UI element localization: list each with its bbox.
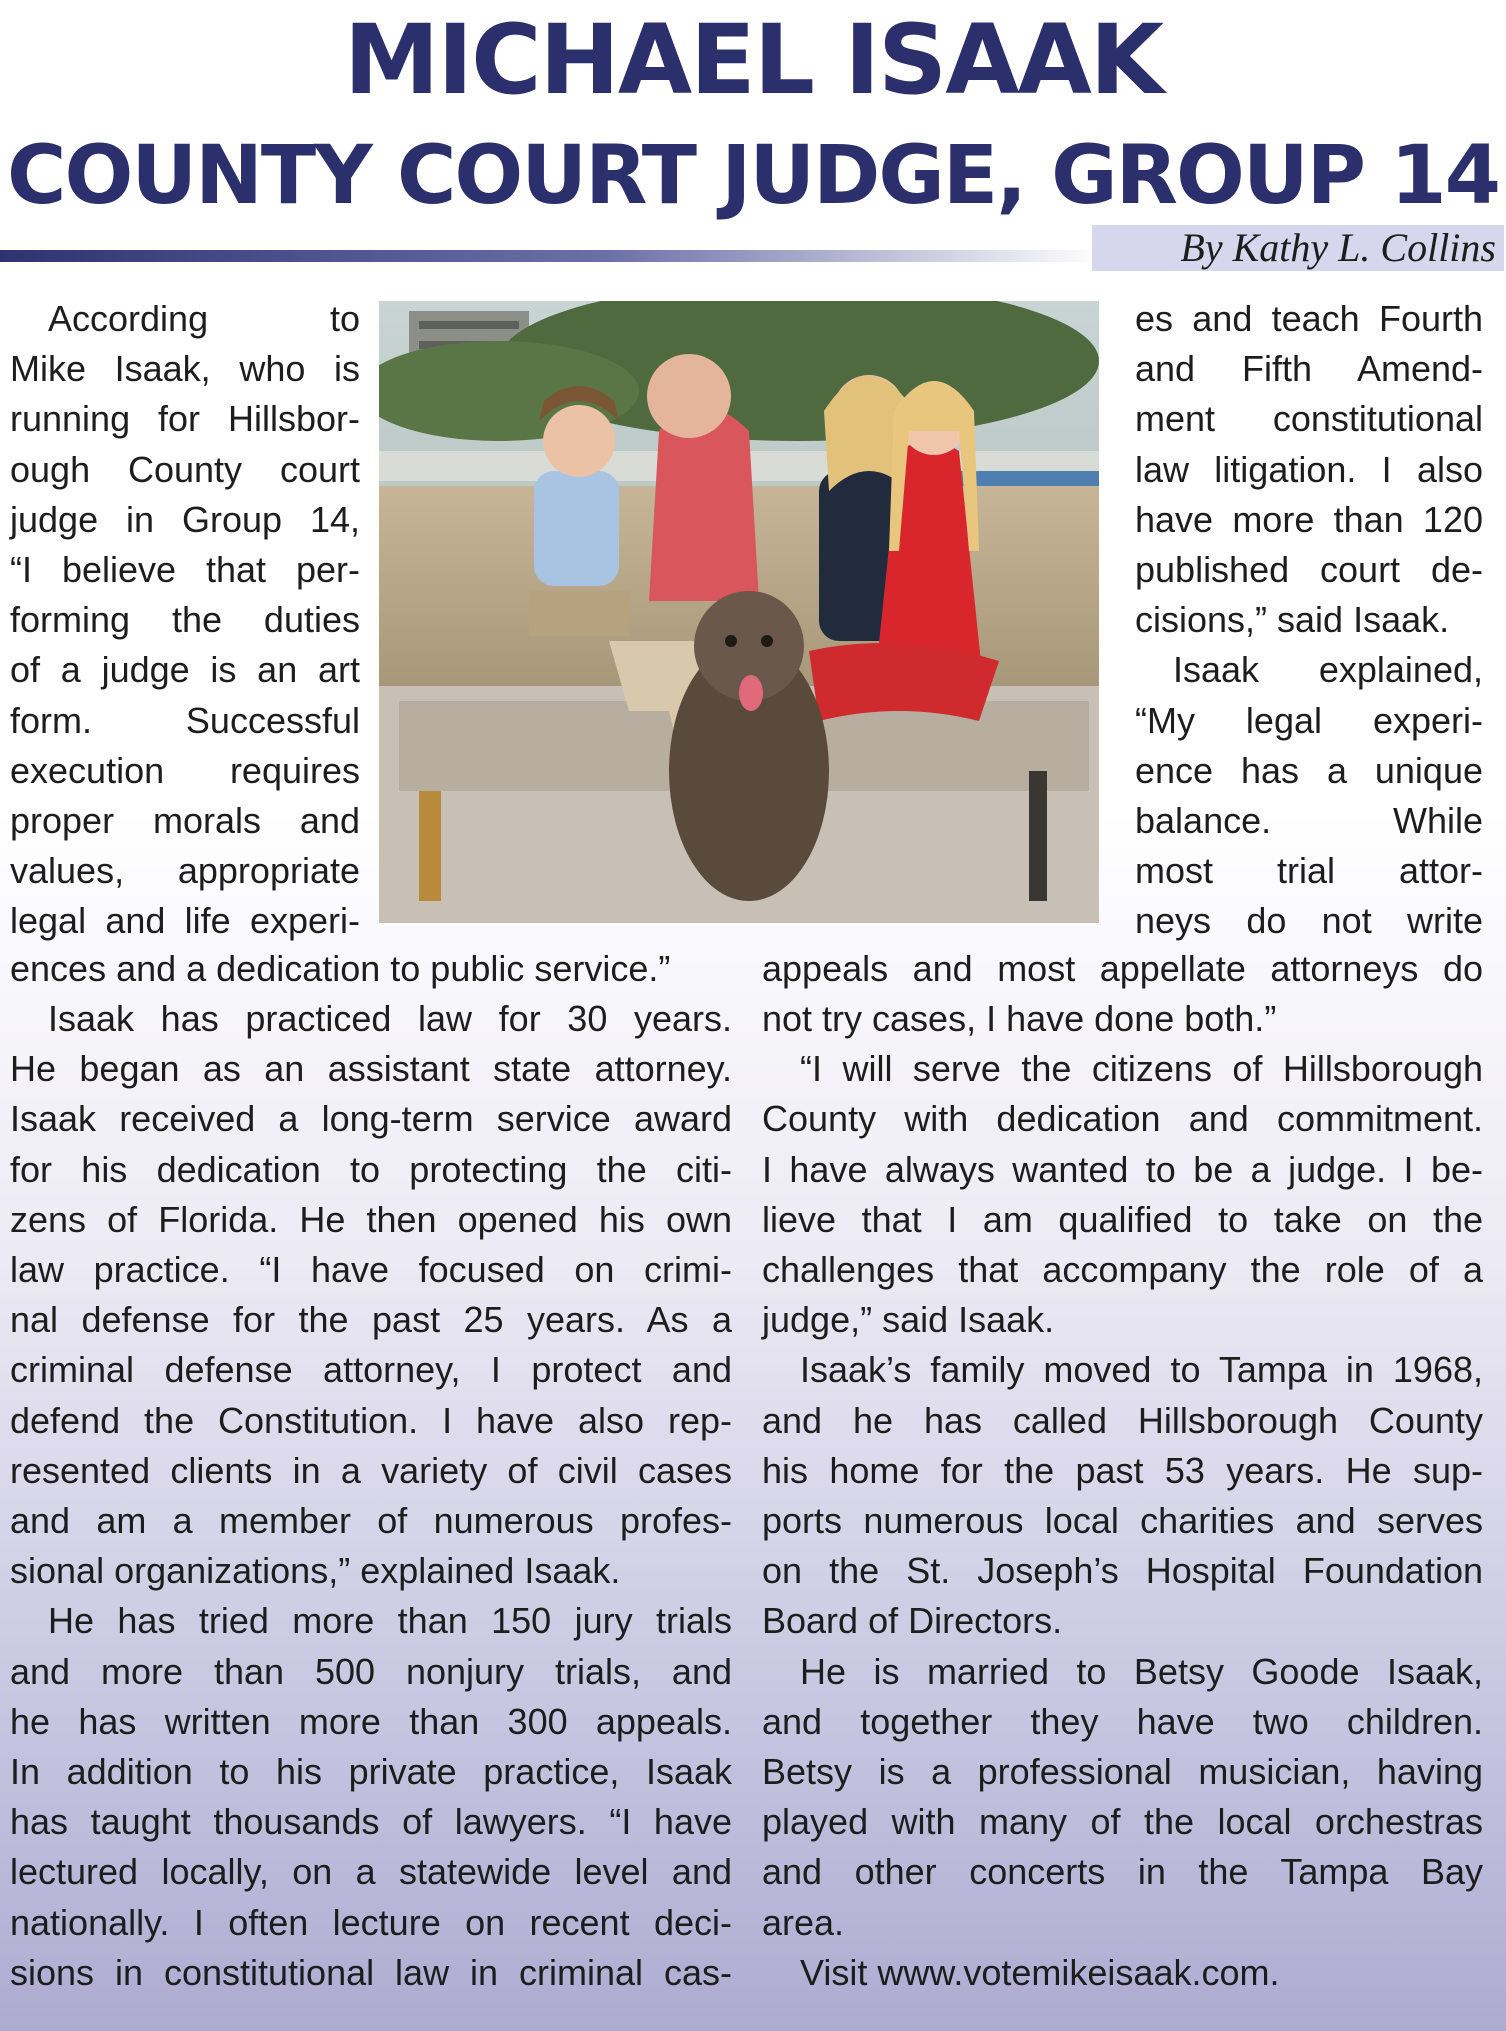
text-line: “I believe that per- bbox=[10, 549, 360, 591]
text-line: his home for the past 53 years. He sup- bbox=[762, 1449, 1483, 1491]
text-line: and other concerts in the Tampa Bay bbox=[762, 1851, 1483, 1893]
text-line: “I will serve the citizens of Hillsborough bbox=[800, 1048, 1483, 1090]
text-line: law litigation. I also bbox=[1135, 448, 1483, 490]
text-line: area. bbox=[762, 1901, 845, 1943]
text-line: ence has a unique bbox=[1135, 749, 1483, 791]
left-column bbox=[10, 994, 732, 1998]
text-line: Board of Directors. bbox=[762, 1600, 1063, 1642]
text-line: on the St. Joseph’s Hospital Foundation bbox=[762, 1550, 1483, 1592]
text-line: execution requires bbox=[10, 749, 360, 791]
text-line: and together they have two children. bbox=[762, 1700, 1483, 1742]
text-line: According to bbox=[48, 298, 360, 339]
text-line: criminal defense attorney, I protect and bbox=[10, 1349, 732, 1391]
text-line: He began as an assistant state attorney. bbox=[10, 1048, 732, 1090]
text-line: published court de- bbox=[1135, 549, 1483, 591]
text-line: He has tried more than 150 jury trials bbox=[48, 1600, 732, 1642]
text-line: ment constitutional bbox=[1135, 398, 1483, 440]
text-line: and he has called Hillsborough County bbox=[762, 1399, 1483, 1441]
text-line: judge in Group 14, bbox=[10, 498, 360, 540]
text-line: for his dedication to protecting the citi- bbox=[10, 1148, 732, 1190]
headline-name: MICHAEL ISAAK bbox=[343, 4, 1163, 116]
text-line: es and teach Fourth bbox=[1135, 298, 1483, 339]
text-line: not try cases, I have done both.” bbox=[762, 998, 1277, 1039]
text-line: lieve that I am qualified to take on the bbox=[762, 1198, 1483, 1240]
text-line: and more than 500 nonjury trials, and bbox=[10, 1650, 732, 1692]
left-column-top bbox=[10, 294, 360, 947]
text-line: Isaak explained, bbox=[1173, 649, 1483, 691]
text-line: he has written more than 300 appeals. bbox=[10, 1700, 732, 1742]
text-line: Isaak’s family moved to Tampa in 1968, bbox=[800, 1349, 1483, 1391]
text-line: County with dedication and commitment. bbox=[762, 1098, 1483, 1140]
text-line: balance. While bbox=[1135, 800, 1483, 842]
text-line: Mike Isaak, who is bbox=[10, 348, 360, 390]
text-line: nationally. I often lecture on recent deci- bbox=[10, 1901, 732, 1943]
text-line: sions in constitutional law in criminal cas- bbox=[10, 1951, 732, 1993]
text-line: forming the duties bbox=[10, 599, 360, 641]
text-line: have more than 120 bbox=[1135, 498, 1483, 540]
text-line: most trial attor- bbox=[1135, 850, 1483, 892]
text-line: law practice. “I have focused on crimi- bbox=[10, 1249, 732, 1291]
text-line: form. Successful bbox=[10, 699, 360, 741]
text-line: Isaak has practiced law for 30 years. bbox=[48, 998, 732, 1039]
text-line: ences and a dedication to public service.” bbox=[10, 948, 671, 989]
text-line: ports numerous local charities and serves bbox=[762, 1500, 1483, 1542]
text-line: He is married to Betsy Goode Isaak, bbox=[800, 1650, 1483, 1692]
text-line: legal and life experi- bbox=[10, 900, 360, 942]
family-photo bbox=[379, 301, 1099, 923]
text-line: cisions,” said Isaak. bbox=[1135, 599, 1450, 641]
text-line: I have always wanted to be a judge. I be- bbox=[762, 1148, 1483, 1190]
text-line: Isaak received a long-term service award bbox=[10, 1098, 732, 1140]
text-line: proper morals and bbox=[10, 800, 360, 842]
text-line: ough County court bbox=[10, 448, 360, 490]
text-line: lectured locally, on a statewide level and bbox=[10, 1851, 732, 1893]
website-line: Visit www.votemikeisaak.com. bbox=[800, 1951, 1280, 1993]
text-line: played with many of the local orchestras bbox=[762, 1801, 1483, 1843]
text-line: zens of Florida. He then opened his own bbox=[10, 1198, 732, 1240]
text-line: of a judge is an art bbox=[10, 649, 360, 691]
text-line: has taught thousands of lawyers. “I have bbox=[10, 1801, 732, 1843]
text-line: sional organizations,” explained Isaak. bbox=[10, 1550, 621, 1592]
headline-office: COUNTY COURT JUDGE, GROUP 14 bbox=[7, 129, 1499, 223]
right-column bbox=[762, 994, 1483, 1998]
right-column-top bbox=[1135, 294, 1483, 947]
text-line: running for Hillsbor- bbox=[10, 398, 360, 440]
text-line: resented clients in a variety of civil cases bbox=[10, 1449, 732, 1491]
text-line: nal defense for the past 25 years. As a bbox=[10, 1299, 732, 1341]
text-line: judge,” said Isaak. bbox=[762, 1299, 1055, 1341]
text-line: challenges that accompany the role of a bbox=[762, 1249, 1483, 1291]
text-line: neys do not write bbox=[1135, 900, 1483, 942]
text-line: and Fifth Amend- bbox=[1135, 348, 1483, 390]
text-line: “My legal experi- bbox=[1135, 699, 1483, 741]
text-line: Betsy is a professional musician, having bbox=[762, 1751, 1483, 1793]
byline: By Kathy L. Collins bbox=[1092, 225, 1504, 271]
text-line: and am a member of numerous profes- bbox=[10, 1500, 732, 1542]
text-line: In addition to his private practice, Isaak bbox=[10, 1751, 732, 1793]
text-line: values, appropriate bbox=[10, 850, 360, 892]
text-line: appeals and most appellate attorneys do bbox=[762, 948, 1483, 989]
header-rule bbox=[0, 250, 1100, 262]
text-line: defend the Constitution. I have also rep- bbox=[10, 1399, 732, 1441]
